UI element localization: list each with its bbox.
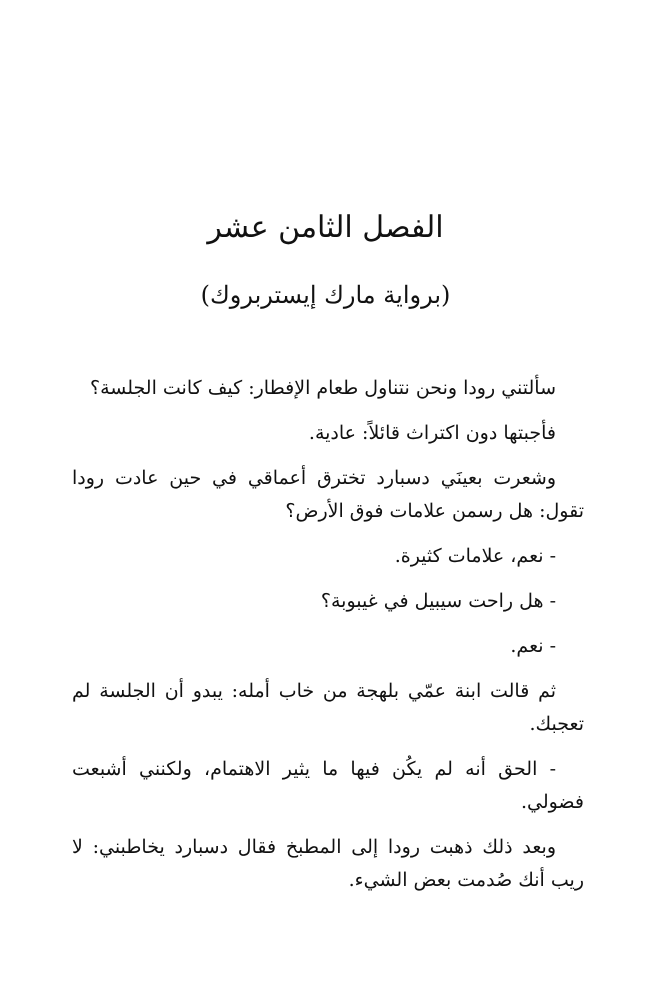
dialogue-line: - نعم. bbox=[510, 635, 556, 657]
chapter-body bbox=[72, 372, 584, 909]
paragraph: وشعرت بعينَي دسبارد تخترق أعماقي في حين عادت رودا تقول: هل رسمن علامات فوق الأرض؟ bbox=[72, 467, 584, 522]
paragraph: فأجبتها دون اكتراث قائلاً: عادية. bbox=[308, 422, 556, 444]
chapter-subtitle: (برواية مارك إيستربروك) bbox=[200, 281, 451, 309]
dialogue-line: - الحق أنه لم يكُن فيها ما يثير الاهتمام، ولكنني أشبعت فضولي. bbox=[72, 758, 584, 813]
dialogue-line: - نعم، علامات كثيرة. bbox=[394, 545, 556, 567]
paragraph: ثم قالت ابنة عمّي بلهجة من خاب أمله: يبدو أن الجلسة لم تعجبك. bbox=[72, 680, 584, 735]
chapter-title: الفصل الثامن عشر bbox=[207, 210, 444, 245]
paragraph: وبعد ذلك ذهبت رودا إلى المطبخ فقال دسبارد يخاطبني: لا ريب أنك صُدمت بعض الشيء. bbox=[72, 836, 584, 891]
paragraph: سألتني رودا ونحن نتناول طعام الإفطار: كيف كانت الجلسة؟ bbox=[90, 377, 556, 399]
dialogue-line: - هل راحت سيبيل في غيبوبة؟ bbox=[320, 590, 556, 612]
